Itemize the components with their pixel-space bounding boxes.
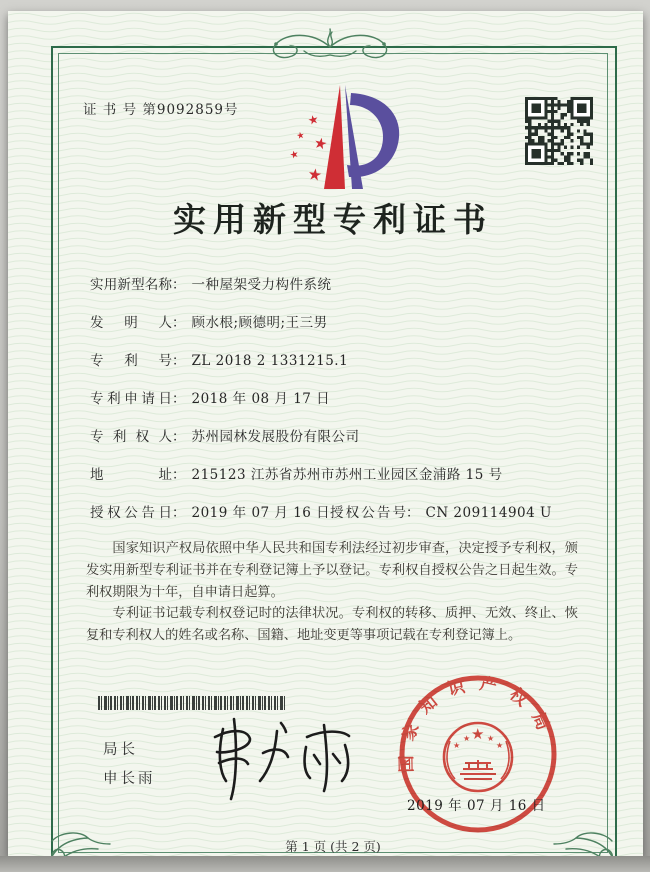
field-label: 实用新型名称 bbox=[90, 277, 172, 293]
signature-script bbox=[193, 709, 373, 809]
svg-text:★: ★ bbox=[453, 741, 461, 750]
field-label: 专利号 bbox=[90, 353, 172, 369]
field-value: 一种屋架受力构件系统 bbox=[191, 277, 332, 293]
field-label: 专利权人 bbox=[90, 429, 172, 445]
colon: ： bbox=[406, 505, 420, 521]
field-value: 顾水根;顾德明;王三男 bbox=[191, 315, 328, 331]
qr-code bbox=[525, 97, 593, 165]
legal-paragraph-1: 国家知识产权局依照中华人民共和国专利法经过初步审查，决定授予专利权，颁发实用新型专利证书并在专利登记簿上予以登记。专利权自授权公告之日起生效。专利权期限为十年，自申请日起算。 bbox=[86, 541, 578, 600]
field-row-address bbox=[90, 463, 503, 483]
barcode bbox=[98, 696, 288, 710]
seal-text: 国家知识产权局 bbox=[396, 674, 559, 773]
svg-text:★: ★ bbox=[295, 130, 306, 142]
field-row-grant-date bbox=[90, 501, 330, 521]
field-row-name bbox=[90, 273, 332, 293]
colon: ： bbox=[172, 391, 186, 407]
field-label: 地址 bbox=[90, 467, 172, 483]
certificate-paper bbox=[8, 11, 643, 856]
colon: ： bbox=[172, 353, 186, 369]
svg-text:★: ★ bbox=[471, 725, 485, 743]
colon: ： bbox=[172, 429, 186, 445]
field-row-grant-number bbox=[330, 501, 552, 521]
colon: ： bbox=[172, 467, 186, 483]
field-value: CN 209114904 U bbox=[425, 505, 552, 521]
certificate-title: 实用新型专利证书 bbox=[173, 200, 493, 239]
field-row-inventors bbox=[90, 311, 328, 331]
field-row-patent-no bbox=[90, 349, 348, 369]
field-row-filing-date bbox=[90, 387, 330, 407]
svg-text:★: ★ bbox=[306, 164, 324, 185]
commissioner-name: 申长雨 bbox=[103, 771, 156, 787]
field-value: 2019 年 07 月 16 日 bbox=[191, 505, 331, 521]
seal-date: 2019 年 07 月 16 日 bbox=[407, 798, 546, 814]
legal-paragraph-2: 专利证书记载专利权登记时的法律状况。专利权的转移、质押、无效、终止、恢复和专利权人的姓名或名称、国籍、地址变更等事项记载在专利登记簿上。 bbox=[86, 606, 578, 644]
svg-text:★: ★ bbox=[496, 741, 504, 750]
commissioner-title: 局长 bbox=[103, 742, 138, 758]
national-emblem-icon bbox=[444, 723, 512, 791]
field-label: 专利申请日 bbox=[90, 391, 172, 407]
field-label: 授权公告号 bbox=[330, 505, 406, 521]
field-value: 苏州园林发展股份有限公司 bbox=[191, 429, 360, 445]
field-value: ZL 2018 2 1331215.1 bbox=[191, 353, 349, 369]
field-label: 授权公告日 bbox=[90, 505, 172, 521]
field-label: 发明人 bbox=[90, 315, 172, 331]
top-border-ornament-icon bbox=[240, 27, 420, 67]
svg-text:★: ★ bbox=[463, 734, 471, 743]
photo-shadow bbox=[0, 856, 650, 872]
colon: ： bbox=[172, 315, 186, 331]
legal-text bbox=[86, 538, 578, 647]
svg-text:★: ★ bbox=[487, 734, 495, 743]
svg-text:★: ★ bbox=[306, 111, 321, 128]
colon: ： bbox=[172, 277, 186, 293]
page-number: 第 1 页 (共 2 页) bbox=[285, 839, 381, 854]
svg-text:★: ★ bbox=[288, 148, 301, 162]
svg-text:★: ★ bbox=[312, 133, 330, 154]
field-value: 215123 江苏省苏州市苏州工业园区金浦路 15 号 bbox=[191, 467, 503, 483]
cnipa-logo-icon bbox=[273, 79, 413, 199]
field-row-patentee bbox=[90, 425, 360, 445]
field-value: 2018 年 08 月 17 日 bbox=[191, 391, 331, 407]
certificate-number: 证 书 号 第9092859号 bbox=[83, 102, 239, 118]
colon: ： bbox=[172, 505, 186, 521]
